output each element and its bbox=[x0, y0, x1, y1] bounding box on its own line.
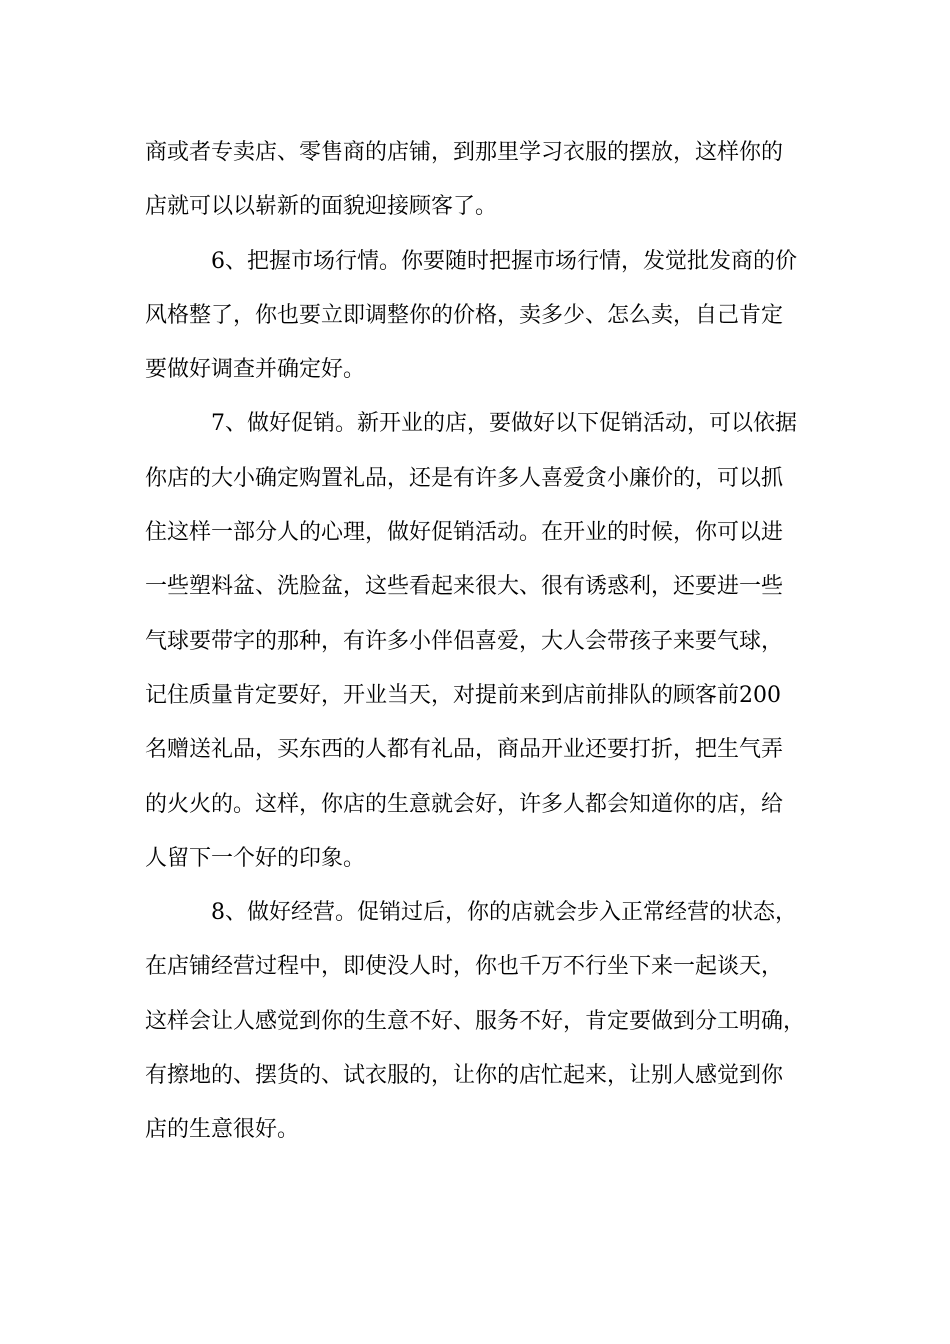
text-line: 有擦地的、摆货的、试衣服的，让你的店忙起来，让别人感觉到你 bbox=[145, 1063, 784, 1089]
text-line: 的火火的。这样，你店的生意就会好，许多人都会知道你的店，给 bbox=[145, 791, 784, 817]
text-line: 风格整了，你也要立即调整你的价格，卖多少、怎么卖，自己肯定 bbox=[145, 302, 784, 328]
document-body bbox=[145, 133, 835, 1165]
text-line: 名赠送礼品，买东西的人都有礼品，商品开业还要打折，把生气弄 bbox=[145, 737, 784, 763]
text-line: 记住质量肯定要好，开业当天，对提前来到店前排队的顾客前200 bbox=[145, 682, 781, 708]
text-line: 要做好调查并确定好。 bbox=[145, 357, 366, 383]
text-line: 你店的大小确定购置礼品，还是有许多人喜爱贪小廉价的，可以抓 bbox=[145, 465, 784, 491]
paragraph-start-line: 8、做好经营。促销过后，你的店就会步入正常经营的状态， bbox=[211, 900, 797, 926]
text-line: 住这样一部分人的心理，做好促销活动。在开业的时候，你可以进 bbox=[145, 520, 784, 546]
text-line: 在店铺经营过程中，即使没人时，你也千万不行坐下来一起谈天， bbox=[145, 954, 784, 980]
paragraph-start-line: 6、把握市场行情。你要随时把握市场行情，发觉批发商的价 bbox=[211, 248, 797, 274]
text-line: 商或者专卖店、零售商的店铺，到那里学习衣服的摆放，这样你的 bbox=[145, 140, 784, 165]
paragraph-start-line: 7、做好促销。新开业的店，要做好以下促销活动，可以依据 bbox=[211, 411, 797, 437]
text-line: 一些塑料盆、洗脸盆，这些看起来很大、很有诱惑利，还要进一些 bbox=[145, 574, 784, 600]
text-line: 气球要带字的那种，有许多小伴侣喜爱，大人会带孩子来要气球， bbox=[145, 628, 784, 654]
text-line: 这样会让人感觉到你的生意不好、服务不好，肯定要做到分工明确， bbox=[145, 1008, 806, 1034]
text-line: 店的生意很好。 bbox=[145, 1117, 300, 1143]
text-line: 人留下一个好的印象。 bbox=[145, 845, 366, 871]
text-line: 店就可以以崭新的面貌迎接顾客了。 bbox=[145, 194, 498, 220]
